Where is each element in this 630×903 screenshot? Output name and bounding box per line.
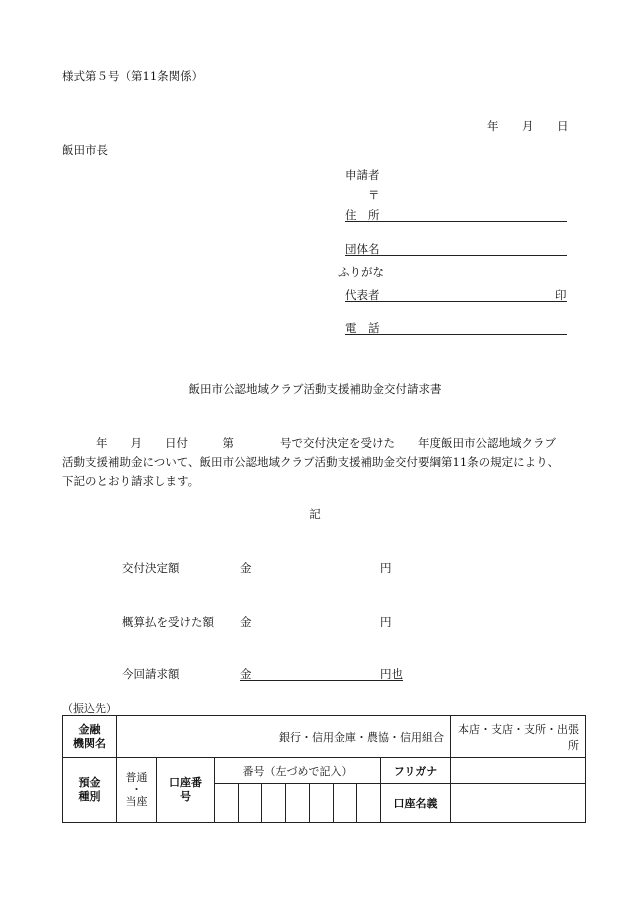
phone-field[interactable] — [345, 334, 567, 335]
account-name-header — [381, 784, 451, 823]
body-paragraph — [62, 434, 582, 491]
branch-types-text: 本店・支店・支所・出張所 — [458, 722, 579, 752]
body-text-1: 年 月 日付 第 号で交付決定を受けた 年度飯田市公認地域クラブ — [96, 436, 556, 450]
representative-label: 代表者 — [345, 288, 380, 302]
amount-suffix-request: 円也 — [380, 667, 403, 681]
amount-prefix-decided: 金 — [240, 561, 252, 575]
amount-suffix-prepaid: 円 — [380, 615, 392, 629]
address-label: 住 所 — [345, 208, 380, 222]
form-number-label: 様式第５号（第11条関係） — [62, 69, 204, 83]
ki-note-mark: 記 — [309, 507, 321, 521]
document-title: 飯田市公認地域クラブ活動支援補助金交付請求書 — [188, 382, 442, 396]
date-month-label: 月 — [522, 119, 534, 133]
deposit-type-label — [63, 758, 117, 823]
amount-suffix-decided: 円 — [380, 561, 392, 575]
branch-name-field[interactable] — [451, 716, 586, 758]
account-number-label — [157, 758, 215, 823]
postal-mark: 〒 — [368, 188, 380, 202]
amount-prefix-prepaid: 金 — [240, 615, 252, 629]
bank-types-text: 銀行・信用金庫・農協・信用組合 — [279, 730, 444, 744]
address-field[interactable] — [345, 221, 567, 222]
furigana-header — [381, 758, 451, 784]
account-name-field[interactable] — [451, 784, 586, 823]
digit-box-1[interactable] — [215, 784, 239, 822]
transfer-heading: （振込先） — [62, 702, 117, 715]
digit-box-6[interactable] — [334, 784, 358, 822]
amount-label-decided: 交付決定額 — [122, 561, 180, 575]
body-line-3: 下記のとおり請求します。 — [62, 474, 200, 488]
body-line-1 — [62, 434, 582, 453]
seal-mark: 印 — [555, 288, 567, 302]
furigana-label: ふりがな — [338, 265, 384, 279]
number-instruction-text: 番号（左づめで記入） — [242, 764, 353, 778]
amount-label-request: 今回請求額 — [122, 667, 180, 681]
deposit-type-label-text: 預金 種別 — [78, 776, 101, 803]
addressee: 飯田市長 — [62, 143, 108, 157]
furigana-field[interactable] — [451, 758, 586, 784]
account-number-label-text: 口座番 号 — [169, 776, 202, 803]
digit-box-7[interactable] — [357, 784, 380, 822]
group-name-field[interactable] — [345, 255, 567, 256]
digit-box-3[interactable] — [262, 784, 286, 822]
account-number-digits — [215, 784, 381, 823]
request-amount-field[interactable] — [240, 680, 403, 681]
body-line-2: 活動支援補助金について、飯田市公認地域クラブ活動支援補助金交付要綱第11条の規定により、 — [62, 455, 560, 469]
deposit-options-text: 普通 ・ 当座 — [125, 771, 148, 808]
applicant-heading: 申請者 — [345, 168, 380, 182]
number-instruction — [215, 758, 381, 784]
representative-field[interactable] — [345, 301, 567, 302]
date-year-label: 年 — [487, 119, 499, 133]
bank-account-table — [62, 715, 586, 823]
furigana-header-text: フリガナ — [393, 764, 438, 778]
amount-label-prepaid: 概算払を受けた額 — [122, 615, 214, 629]
institution-label-text: 金融 機関名 — [73, 722, 106, 750]
date-day-label: 日 — [557, 119, 569, 133]
digit-box-4[interactable] — [286, 784, 310, 822]
digit-box-2[interactable] — [239, 784, 263, 822]
institution-label — [63, 716, 117, 758]
group-name-label: 団体名 — [345, 242, 380, 256]
bank-name-field[interactable] — [117, 716, 451, 758]
digit-box-5[interactable] — [310, 784, 334, 822]
account-name-header-text: 口座名義 — [393, 797, 438, 810]
deposit-options[interactable] — [117, 758, 157, 823]
amount-prefix-request: 金 — [240, 667, 252, 681]
phone-label: 電 話 — [345, 321, 380, 335]
